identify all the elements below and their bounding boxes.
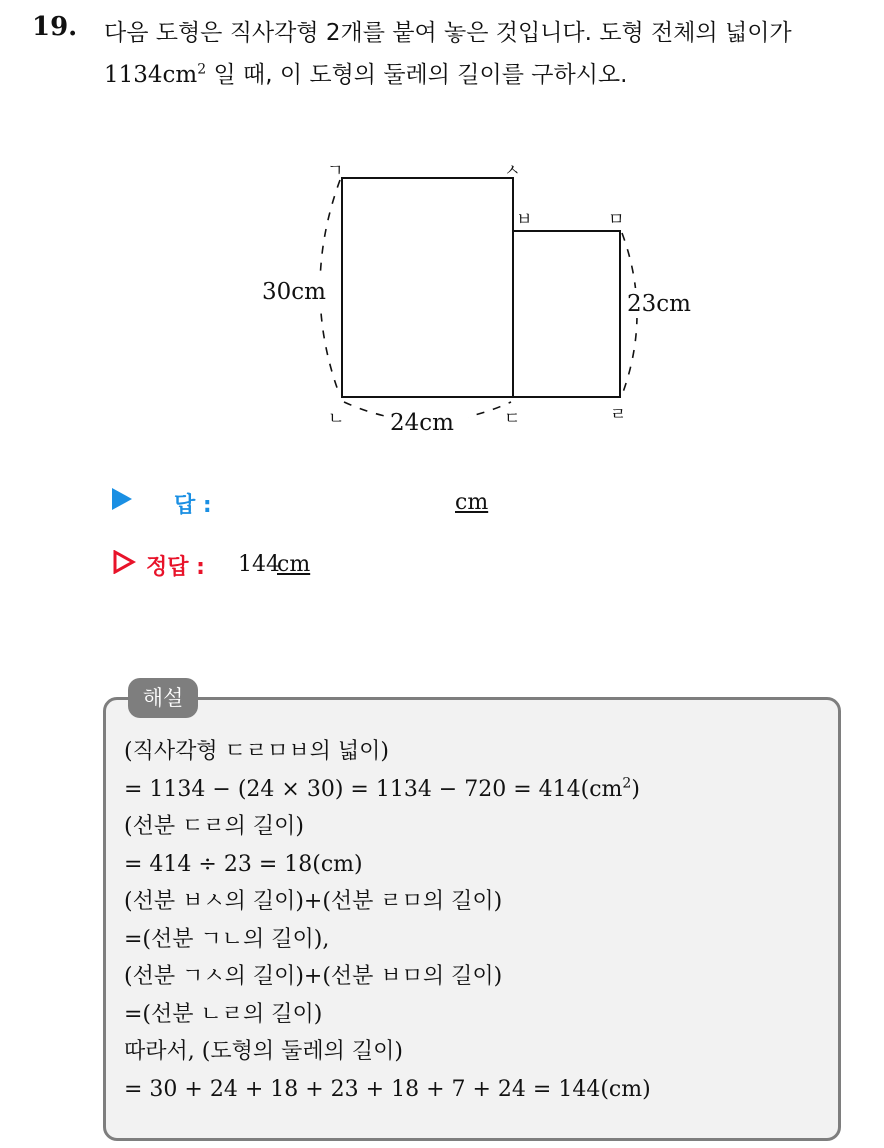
question-text-rest: 일 때, 이 도형의 둘레의 길이를 구하시오. (206, 62, 628, 88)
left-rectangle (342, 178, 513, 397)
answer-row (112, 488, 489, 518)
question-number: 19. (32, 12, 78, 42)
bottom-dimension-label: 24cm (390, 410, 454, 436)
solution-line (124, 771, 651, 809)
solution-line: = 30 + 24 + 18 + 23 + 18 + 7 + 24 = 144(cm) (124, 1076, 651, 1102)
correct-answer-value: 144 (238, 552, 280, 577)
answer-unit: cm (455, 490, 489, 515)
vertex-label-d: ㄷ (504, 409, 521, 429)
solution-line: (선분 ㅂㅅ의 길이)+(선분 ㄹㅁ의 길이) (124, 889, 503, 914)
vertex-label-g: ㄱ (327, 161, 344, 181)
correct-answer-unit: cm (277, 552, 311, 577)
solution-line: 따라서, (도형의 둘레의 길이) (124, 1039, 403, 1064)
solution-line: (직사각형 ㄷㄹㅁㅂ의 넓이) (124, 739, 389, 764)
question-text-line1: 다음 도형은 직사각형 2개를 붙여 놓은 것입니다. 도형 전체의 넓이가 (104, 20, 792, 46)
solution-line: =(선분 ㄱㄴ의 길이), (124, 926, 330, 952)
vertex-label-s: ㅅ (504, 161, 521, 181)
right-dimension-label: 23cm (627, 291, 691, 317)
solution-line: (선분 ㄷㄹ의 길이) (124, 814, 304, 839)
vertex-label-m: ㅁ (608, 210, 625, 230)
solution-line: = 414 ÷ 23 = 18(cm) (124, 851, 363, 877)
solution-line: (선분 ㄱㅅ의 길이)+(선분 ㅂㅁ의 길이) (124, 964, 503, 989)
answer-label: 답 : (174, 493, 212, 518)
solution-close-paren: ) (631, 776, 640, 802)
area-value: 1134cm (104, 62, 198, 88)
area-exponent: 2 (197, 61, 207, 78)
solution-tag: 해설 (128, 678, 198, 718)
solution-line: =(선분 ㄴㄹ의 길이) (124, 1001, 323, 1027)
outline-triangle-icon (112, 550, 136, 574)
right-rectangle (513, 231, 620, 397)
solution-exponent: 2 (622, 775, 632, 792)
solution-lines (124, 733, 651, 1108)
left-dimension-label: 30cm (262, 279, 326, 305)
correct-answer-row (112, 550, 311, 580)
vertex-label-r: ㄹ (610, 405, 627, 425)
rectangle-figure (0, 0, 884, 470)
solution-line-text: = 1134 − (24 × 30) = 1134 − 720 = 414(cm (124, 776, 623, 802)
vertex-label-b: ㅂ (516, 210, 533, 230)
play-triangle-icon (112, 488, 132, 510)
vertex-label-n: ㄴ (328, 409, 345, 429)
correct-answer-label: 정답 : (146, 555, 205, 580)
